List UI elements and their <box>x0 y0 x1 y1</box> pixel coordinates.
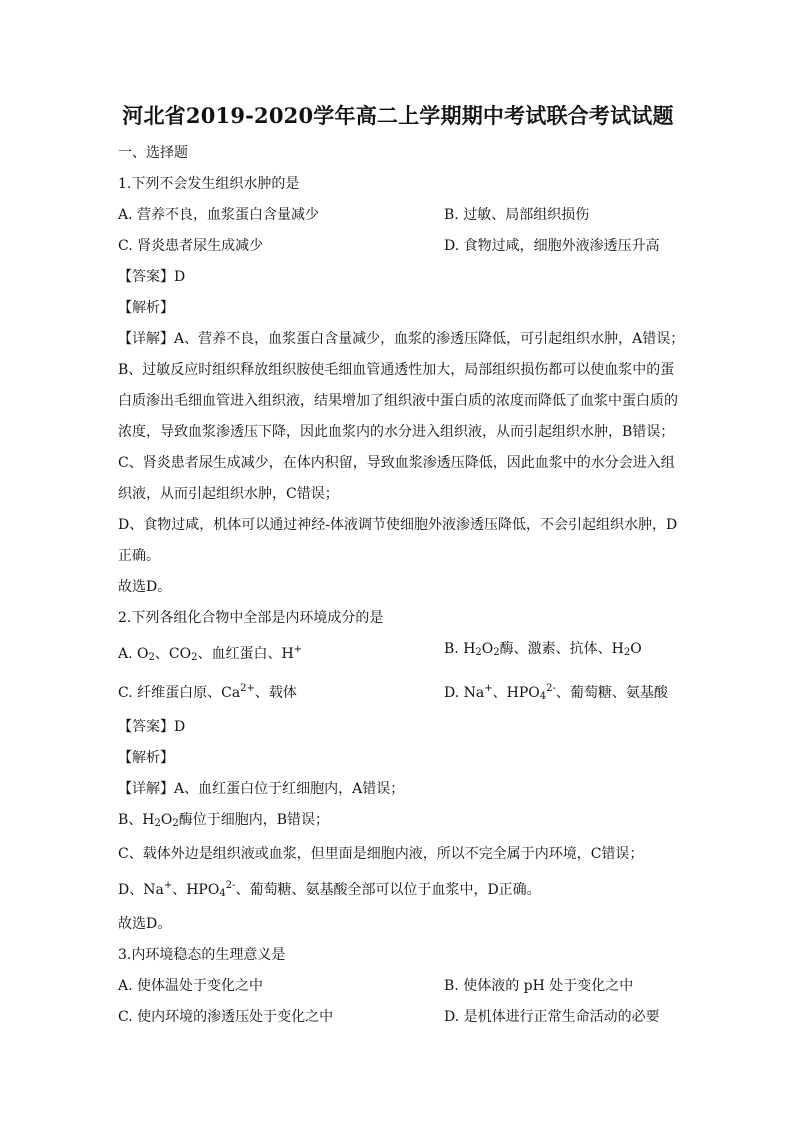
superscript: 2+ <box>240 683 255 694</box>
question-2-option-b-part: O <box>630 641 642 657</box>
question-2-options-row-2 <box>118 673 678 712</box>
superscript: + <box>293 644 303 655</box>
subscript: 4 <box>219 888 226 899</box>
question-1-analysis-line: 浓度，导致血浆渗透压下降，因此血浆内的水分进入组织液，从而引起组织水肿，B错误； <box>118 424 675 440</box>
question-1-option-c: C. 肾炎患者尿生成减少 <box>118 238 264 254</box>
question-2-option-a-part: A. O <box>118 646 149 662</box>
question-2-option-c <box>118 673 444 712</box>
question-2-analysis-part: 、HPO <box>172 882 220 898</box>
question-1-analysis-line: D、食物过咸，机体可以通过神经-体液调节使细胞外液渗透压降低，不会引起组织水肿，D <box>118 517 678 533</box>
question-2-option-a <box>118 634 444 673</box>
question-1-analysis-line: C、肾炎患者尿生成减少，在体内积留，导致血浆渗透压降低，因此血浆中的水分会进入组 <box>118 455 675 471</box>
question-3-option-c: C. 使内环境的渗透压处于变化之中 <box>118 1009 334 1025</box>
question-2-options-row-1 <box>118 634 678 673</box>
question-2-option-b-part: B. H <box>444 641 476 657</box>
question-2-analysis-part: O <box>160 812 173 828</box>
question-1-analysis-label: 【解析】 <box>118 300 174 316</box>
question-2-analysis-line: 【详解】A、血红蛋白位于红细胞内，A错误； <box>118 781 405 797</box>
question-2-option-d-part: 、葡萄糖、氨基酸 <box>555 685 668 701</box>
subscript: 2 <box>172 818 179 829</box>
question-1-options-row-1 <box>118 200 678 231</box>
question-2-analysis-line: C、载体外边是组织液或血浆，但里面是细胞内液，所以不完全属于内环境，C错误； <box>118 846 644 862</box>
question-1-analysis-line: B、过敏反应时组织释放组织胺使毛细血管通透性加大，局部组织损伤都可以使血浆中的蛋 <box>118 362 675 378</box>
subscript: 4 <box>539 691 547 702</box>
question-2-option-d-part: 、HPO <box>492 685 540 701</box>
question-2-stem: 2.下列各组化合物中全部是内环境成分的是 <box>118 610 384 626</box>
subscript: 2 <box>191 652 198 663</box>
subscript: 2 <box>623 647 631 658</box>
question-2-analysis-part: D、Na <box>118 882 164 898</box>
subscript: 2 <box>475 647 482 658</box>
question-2-option-b-part: O <box>481 641 494 657</box>
question-1-analysis-line: 正确。 <box>118 548 160 564</box>
question-1-option-a: A. 营养不良，血浆蛋白含量减少 <box>118 207 320 223</box>
question-2-analysis-line <box>118 805 678 839</box>
question-1-analysis-line: 【详解】A、营养不良，血浆蛋白含量减少，血浆的渗透压降低，可引起组织水肿，A错误； <box>118 331 685 347</box>
question-2-analysis-label: 【解析】 <box>118 750 174 766</box>
question-2-option-b-part: 酶、激素、抗体、H <box>499 641 624 657</box>
question-1-option-b: B. 过敏、局部组织损伤 <box>444 207 590 223</box>
subscript: 2 <box>493 647 500 658</box>
subscript: 2 <box>154 818 161 829</box>
question-2-option-d-part: D. Na <box>444 685 485 701</box>
document-page <box>118 100 685 1033</box>
question-2-option-b <box>444 634 678 673</box>
question-2-option-a-part: 、血红蛋白、H <box>197 646 294 662</box>
question-1-options-row-2 <box>118 231 678 262</box>
subscript: 2 <box>148 652 155 663</box>
section-heading: 一、选择题 <box>118 145 188 161</box>
question-2-analysis-part: 、葡萄糖、氨基酸全部可以位于血浆中，D正确。 <box>235 882 541 898</box>
question-3-options-row-2 <box>118 1002 678 1033</box>
question-3-option-d: D. 是机体进行正常生命活动的必要 <box>444 1009 660 1025</box>
question-2-option-a-part: 、CO <box>154 646 192 662</box>
document-title: 河北省2019-2020学年高二上学期期中考试联合考试试题 <box>122 103 674 128</box>
superscript: + <box>163 880 173 891</box>
superscript: 2- <box>546 683 556 694</box>
question-2-analysis-part: B、H <box>118 812 155 828</box>
superscript: 2- <box>225 880 236 891</box>
question-3-option-a: A. 使体温处于变化之中 <box>118 978 264 994</box>
question-1-option-d: D. 食物过咸，细胞外液渗透压升高 <box>444 238 660 254</box>
question-3-option-b: B. 使体液的 pH 处于变化之中 <box>444 978 634 994</box>
question-3-stem: 3.内环境稳态的生理意义是 <box>118 947 286 963</box>
question-1-answer: 【答案】D <box>118 269 186 285</box>
question-2-conclusion: 故选D。 <box>118 916 172 932</box>
question-2-option-d <box>444 673 678 712</box>
question-1-analysis-line: 白质渗出毛细血管进入组织液，结果增加了组织液中蛋白质的浓度而降低了血浆中蛋白质的 <box>118 393 678 409</box>
question-2-option-c-part: C. 纤维蛋白原、Ca <box>118 685 241 701</box>
question-2-answer: 【答案】D <box>118 719 186 735</box>
question-1-conclusion: 故选D。 <box>118 579 172 595</box>
question-2-option-c-part: 、载体 <box>254 685 297 701</box>
question-3-options-row-1 <box>118 971 678 1002</box>
superscript: + <box>484 683 493 694</box>
question-1-analysis-line: 织液，从而引起组织水肿，C错误； <box>118 486 339 502</box>
question-2-analysis-part: 酶位于细胞内，B错误； <box>178 812 330 828</box>
question-2-analysis-line <box>118 870 678 909</box>
question-1-stem: 1.下列不会发生组织水肿的是 <box>118 176 300 192</box>
